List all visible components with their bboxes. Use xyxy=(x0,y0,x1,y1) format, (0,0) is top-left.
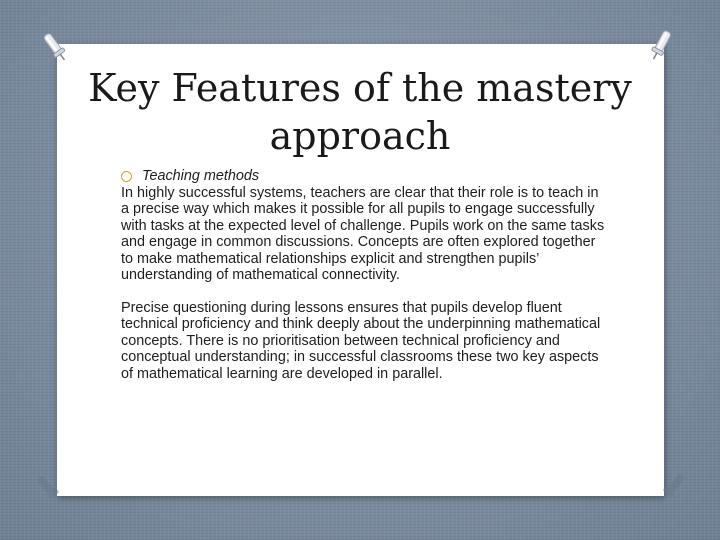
paragraph-teaching-role: In highly successful systems, teachers are clear that their role is to teach in a precise way which makes it possible for all pupils to engage successfully with tasks at the expected level of challenge. Pupils work on the same tasks and engage in common discussions. Concepts are often explored together to make mathematical relationships explicit and strengthen pupils’ understanding of mathematical connectivity. xyxy=(121,184,605,283)
bullet-heading: Teaching methods xyxy=(142,168,260,184)
bullet-item xyxy=(121,168,606,185)
push-pin-icon xyxy=(645,26,677,64)
slide-body xyxy=(121,168,606,382)
paragraph-questioning: Precise questioning during lessons ensures that pupils develop fluent technical proficiency and think deeply about the underpinning mathematical concepts. There is no prioritisation between technical proficiency and conceptual understanding; in successful classrooms these two key aspects of mathematical learning are developed in parallel. xyxy=(121,299,601,382)
hollow-circle-bullet-icon xyxy=(121,171,132,182)
slide-title: Key Features of the mastery approach xyxy=(88,66,632,158)
